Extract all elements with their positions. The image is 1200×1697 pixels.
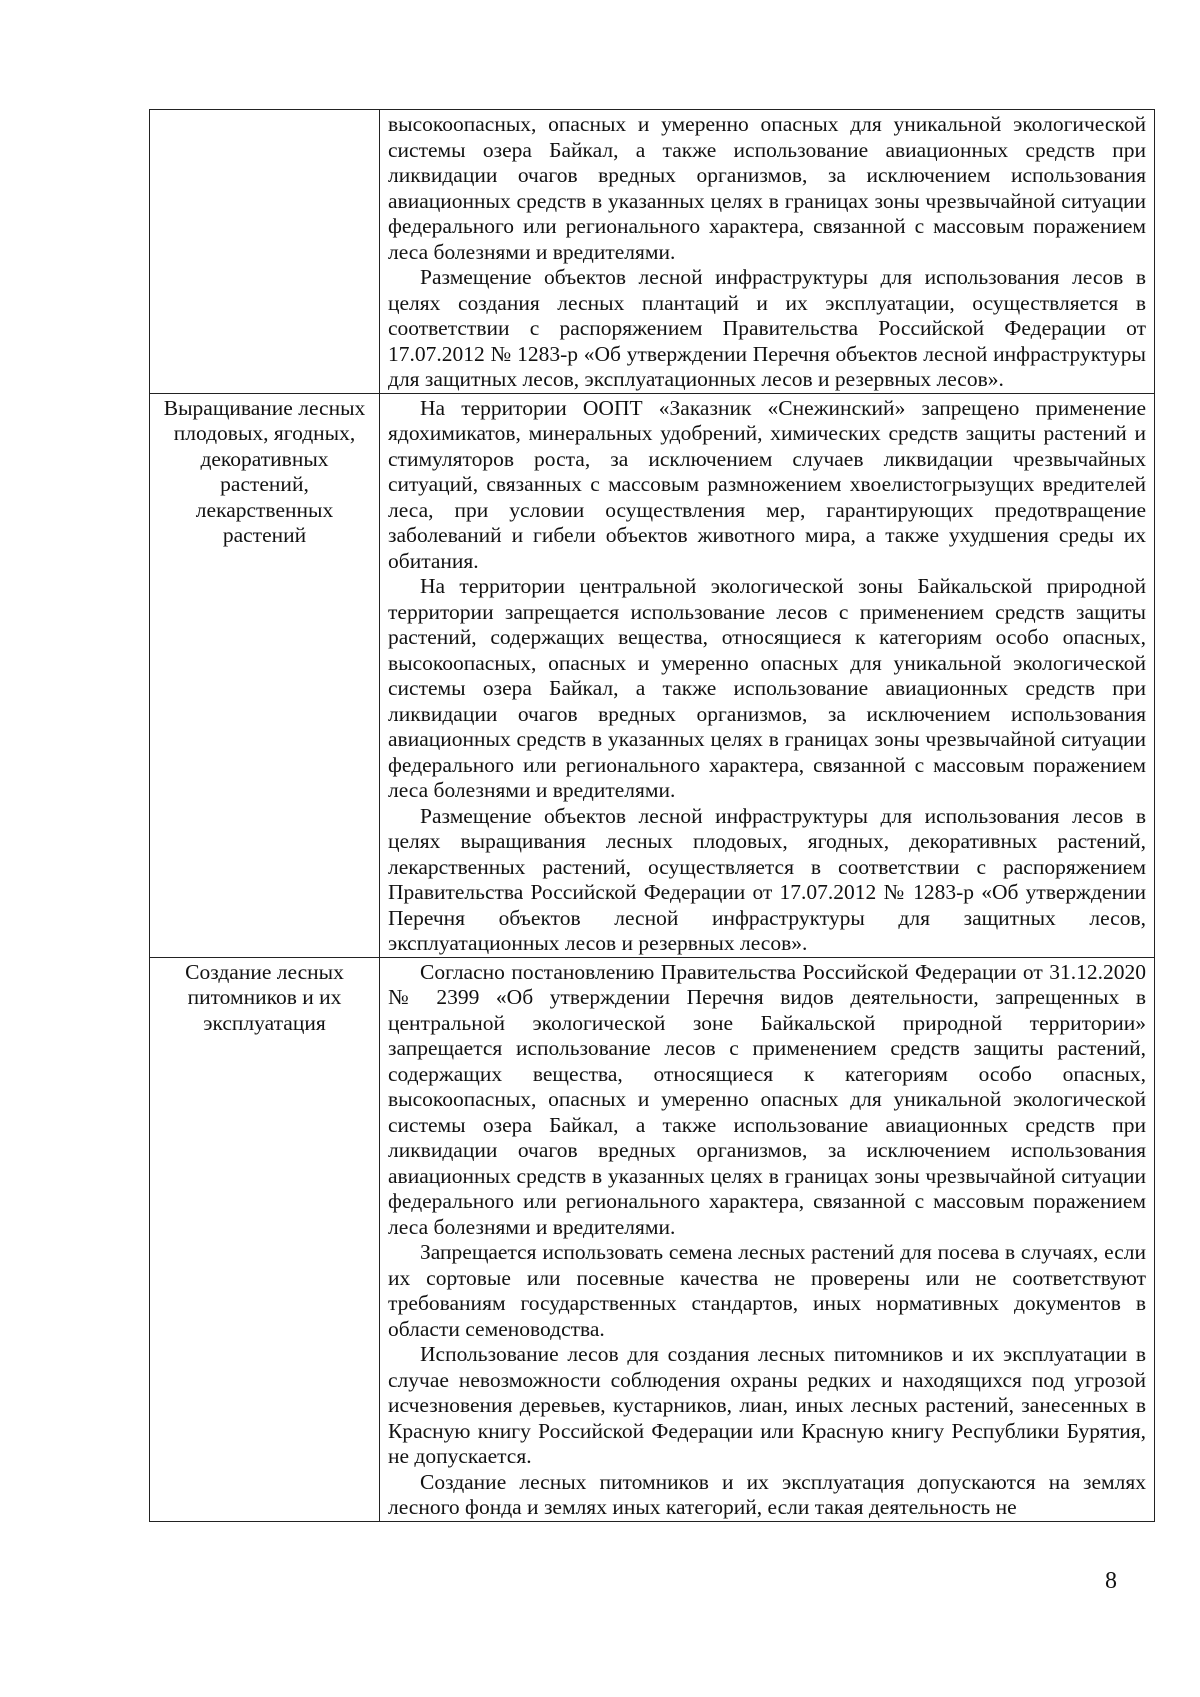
paragraph: Создание лесных питомников и их эксплуатация допускаются на землях лесного фонда и землях иных категорий, если такая деятельность не xyxy=(388,1469,1146,1519)
table-row xyxy=(150,110,1155,394)
paragraph: Согласно постановлению Правительства Российской Федерации от 31.12.2020 № 2399 «Об утверждении Перечня видов деятельности, запрещенных в центральной экологической зоне Байкальской природной территории» запрещается использование лесов с применением средств защиты растений, содержащих вещества, относящиеся к категориям особо опасных, высокоопасных, опасных и умеренно опасных для уникальной экологической системы озера Байкал, а также использование авиационных средств при ликвидации очагов вредных организмов, за исключением использования авиационных средств в указанных целях в границах зоны чрезвычайной ситуации федерального или регионального характера, связанной с массовым поражением леса болезнями и вредителями. xyxy=(388,959,1146,1239)
paragraph: На территории центральной экологической зоны Байкальской природной территории запрещается использование лесов с применением средств защиты растений, содержащих вещества, относящиеся к категориям особо опасных, высокоопасных, опасных и умеренно опасных для уникальной экологической системы озера Байкал, а также использование авиационных средств при ликвидации очагов вредных организмов, за исключением использования авиационных средств в указанных целях в границах зоны чрезвычайной ситуации федерального или регионального характера, связанной с массовым поражением леса болезнями и вредителями. xyxy=(388,574,1146,802)
requirements-cell xyxy=(380,957,1155,1521)
paragraph: Использование лесов для создания лесных питомников и их эксплуатации в случае невозможности соблюдения охраны редких и находящихся под угрозой исчезновения деревьев, кустарников, лиан, иных лесных растений, занесенных в Красную книгу Российской Федерации или Красную книгу Республики Бурятия, не допускается. xyxy=(388,1342,1146,1468)
paragraph: Запрещается использовать семена лесных растений для посева в случаях, если их сортовые или посевные качества не проверены или не соответствуют требованиям государственных стандартов, иных нормативных документов в области семеноводства. xyxy=(388,1240,1146,1341)
activity-cell: Выращивание лесных плодовых, ягодных, декоративных растений, лекарственных растений xyxy=(150,393,380,957)
requirements-cell xyxy=(380,110,1155,394)
paragraph: высокоопасных, опасных и умеренно опасных для уникальной экологической системы озера Байкал, а также использование авиационных средств при ликвидации очагов вредных организмов, за исключением использования авиационных средств в указанных целях в границах зоны чрезвычайной ситуации федерального или регионального характера, связанной с массовым поражением леса болезнями и вредителями. xyxy=(388,112,1146,264)
paragraph: Размещение объектов лесной инфраструктуры для использования лесов в целях выращивания лесных плодовых, ягодных, декоративных растений, лекарственных растений, осуществляется в соответствии с распоряжением Правительства Российской Федерации от 17.07.2012 № 1283-р «Об утверждении Перечня объектов лесной инфраструктуры для защитных лесов, эксплуатационных лесов и резервных лесов». xyxy=(388,803,1146,955)
activity-cell xyxy=(150,110,380,394)
requirements-cell xyxy=(380,393,1155,957)
activity-cell: Создание лесных питомников и их эксплуатация xyxy=(150,957,380,1521)
table-row xyxy=(150,957,1155,1521)
paragraph: На территории ООПТ «Заказник «Снежинский» запрещено применение ядохимикатов, минеральных удобрений, химических средств защиты растений и стимуляторов роста, за исключением случаев ликвидации чрезвычайных ситуаций, связанных с массовым размножением хвоелистогрызущих вредителей леса, при условии осуществления мер, гарантирующих предотвращение заболеваний и гибели объектов животного мира, а также ухудшения среды их обитания. xyxy=(388,395,1146,573)
table-row xyxy=(150,393,1155,957)
regulations-table xyxy=(149,109,1155,1522)
page-number: 8 xyxy=(1105,1568,1117,1594)
paragraph: Размещение объектов лесной инфраструктуры для использования лесов в целях создания лесных плантаций и их эксплуатации, осуществляется в соответствии с распоряжением Правительства Российской Федерации от 17.07.2012 № 1283-р «Об утверждении Перечня объектов лесной инфраструктуры для защитных лесов, эксплуатационных лесов и резервных лесов». xyxy=(388,265,1146,391)
